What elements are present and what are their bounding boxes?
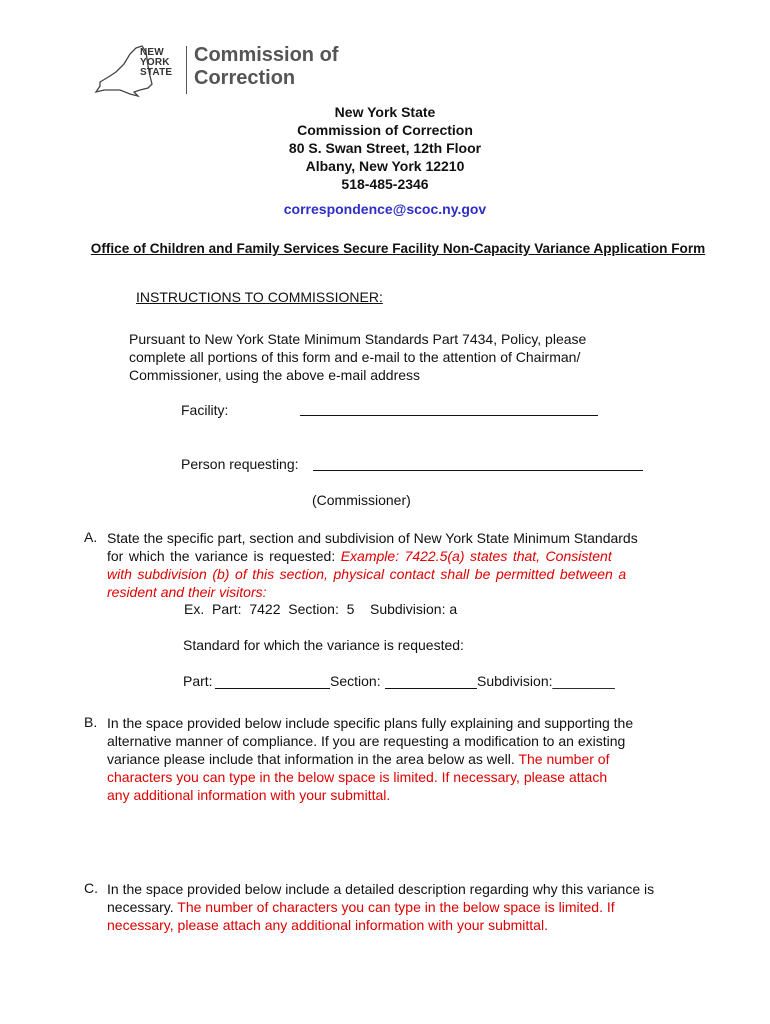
section-a-letter: A.	[84, 529, 98, 545]
section-c-line: In the space provided below include a detailed description regarding why this variance is	[107, 881, 655, 897]
section-a-example: Example: 7422.5(a) states that, Consistent	[340, 548, 612, 564]
section-b-note: characters you can type in the below space is limited. If necessary, please attach	[107, 769, 608, 785]
section-b-input-area[interactable]	[107, 810, 687, 872]
section-b-plain: variance please include that information in the area below as well.	[107, 751, 519, 767]
section-a-standard-label: Standard for which the variance is requested:	[183, 637, 464, 653]
person-requesting-label: Person requesting:	[181, 456, 299, 472]
commissioner-label: (Commissioner)	[312, 492, 411, 508]
header-agency: Commission of Correction	[297, 122, 473, 138]
header-phone: 518-485-2346	[341, 176, 429, 192]
instructions-line: Commissioner, using the above e-mail address	[129, 367, 421, 383]
section-a-example-end: resident and their visitors:	[107, 584, 267, 600]
section-b-letter: B.	[84, 714, 98, 730]
header-city: Albany, New York 12210	[305, 158, 465, 174]
section-c-input-area[interactable]	[107, 940, 687, 1010]
section-c-plain: necessary.	[107, 899, 178, 915]
facility-field[interactable]	[300, 415, 598, 416]
part-label: Part:	[183, 673, 213, 689]
part-field[interactable]	[215, 688, 330, 689]
section-c-letter: C.	[84, 880, 98, 896]
address-block	[0, 103, 770, 193]
section-label: Section:	[330, 673, 381, 689]
header-state: New York State	[334, 104, 436, 120]
facility-label: Facility:	[181, 402, 229, 418]
instructions-heading: INSTRUCTIONS TO COMMISSIONER:	[136, 289, 383, 305]
instructions-line: complete all portions of this form and e-mail to the attention of Chairman/	[129, 349, 581, 365]
instructions-line: Pursuant to New York State Minimum Standards Part 7434, Policy, please	[129, 331, 587, 347]
section-a-line: State the specific part, section and subdivision of New York State Minimum Standards	[107, 530, 638, 546]
instructions-paragraph	[129, 330, 689, 384]
logo-divider	[186, 46, 187, 94]
section-a-line	[107, 547, 687, 565]
section-b-line: In the space provided below include specific plans fully explaining and supporting the	[107, 715, 634, 731]
header-street: 80 S. Swan Street, 12th Floor	[288, 140, 482, 156]
section-b-line: alternative manner of compliance. If you are requesting a modification to an existing	[107, 733, 626, 749]
commission-logo	[90, 42, 340, 102]
section-a-text	[107, 529, 687, 601]
email-link[interactable]: correspondence@scoc.ny.gov	[283, 201, 487, 217]
section-c-note: necessary, please attach any additional information with your submittal.	[107, 917, 548, 933]
section-a-example-line: Ex. Part: 7422 Section: 5 Subdivision: a	[184, 601, 458, 617]
logo-org-name: Commission of Correction	[194, 44, 339, 89]
section-c-line	[107, 898, 687, 916]
section-b-note: The number of	[518, 751, 610, 767]
section-b-text	[107, 714, 687, 804]
section-b-note: any additional information with your submittal.	[107, 787, 391, 803]
logo-state-text: NEW YORK STATE	[140, 47, 173, 78]
section-b-line	[107, 750, 687, 768]
section-c-note: The number of characters you can type in the below space is limited. If	[177, 899, 615, 915]
section-field[interactable]	[385, 688, 477, 689]
form-title: Office of Children and Family Services Secure Facility Non-Capacity Variance Application Form	[90, 241, 706, 256]
person-requesting-field[interactable]	[313, 470, 643, 471]
section-a-example-cont: with subdivision (b) of this section, physical contact shall be permitted between a	[107, 566, 627, 582]
subdivision-label[interactable]: Subdivision:________	[477, 673, 615, 689]
section-c-text	[107, 880, 687, 934]
section-a-plain: for which the variance is requested:	[107, 548, 341, 564]
